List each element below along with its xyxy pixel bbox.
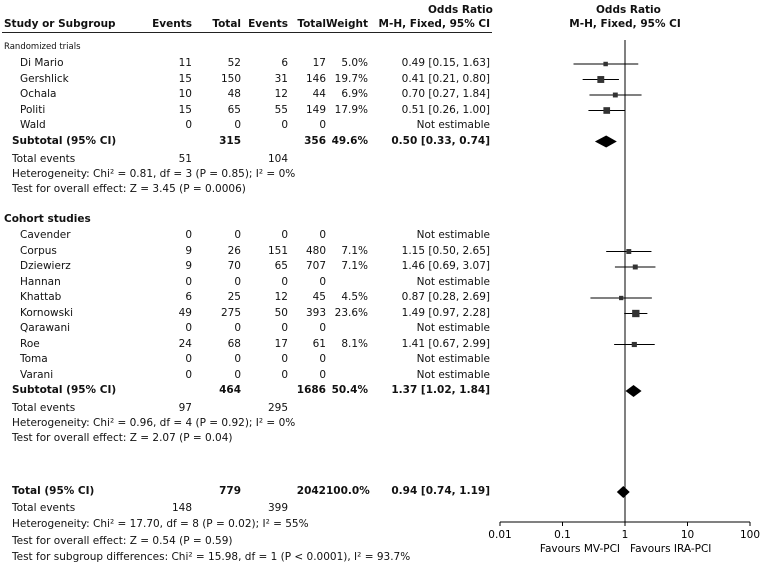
events-ira: 65 (274, 260, 288, 272)
study-name: Wald (20, 119, 46, 131)
x-tick-label: 1 (621, 529, 629, 541)
weight: 8.1% (341, 337, 368, 350)
odds-ratio-ci: 0.70 [0.27, 1.84] (401, 88, 490, 100)
point-estimate (633, 265, 638, 270)
weight: 7.1% (341, 244, 368, 257)
study-name: Gershlick (20, 72, 69, 85)
study-name: Hannan (20, 275, 61, 288)
total-mv: 0 (234, 353, 241, 365)
odds-ratio-ci: 1.41 [0.67, 2.99] (401, 337, 490, 350)
total-mv: 0 (234, 322, 241, 334)
events1-header: Events (152, 18, 192, 30)
odds-ratio-ci: 1.46 [0.69, 3.07] (401, 260, 490, 272)
total-mv: 65 (227, 103, 241, 116)
total-events-ira: 295 (267, 402, 288, 414)
grand-total-ci: 0.94 [0.74, 1.19] (391, 485, 490, 497)
subtotal-total-mv: 464 (219, 384, 241, 396)
events-mv: 0 (185, 229, 192, 241)
grand-total-mv: 779 (219, 485, 241, 497)
total-events-label: Total events (12, 402, 76, 414)
subtotal-label: Subtotal (95% CI) (12, 384, 117, 396)
total-mv: 150 (220, 72, 241, 85)
events-mv: 10 (178, 88, 192, 100)
odds-ratio-ci: Not estimable (416, 322, 490, 334)
odds-ratio-ci: 0.49 [0.15, 1.63] (401, 57, 490, 69)
total-ira: 480 (305, 244, 326, 257)
subtotal-diamond (626, 385, 642, 397)
total-ira: 393 (305, 306, 326, 319)
events-ira: 31 (274, 72, 288, 85)
odds-ratio-header: Odds Ratio (428, 4, 493, 16)
overall-effect: Test for overall effect: Z = 0.54 (P = 0.59) (12, 535, 233, 547)
total-mv: 0 (234, 119, 241, 131)
x-tick-label: 0.01 (488, 529, 512, 541)
favours-left-label: Favours MV-PCI (539, 543, 620, 555)
events-mv: 24 (178, 337, 192, 350)
total-mv: 70 (227, 260, 241, 272)
subtotal-total-ira: 356 (304, 134, 326, 147)
grand-total-weight: 100.0% (326, 485, 370, 497)
events-ira: 50 (274, 306, 288, 319)
total-ira: 0 (319, 368, 326, 381)
study-name: Kornowski (20, 306, 74, 319)
subtotal-ci: 1.37 [1.02, 1.84] (391, 384, 490, 396)
events-mv: 0 (185, 119, 192, 131)
subtotal-weight: 50.4% (331, 384, 368, 396)
study-name: Qarawani (20, 322, 71, 334)
total-mv: 52 (227, 57, 241, 69)
odds-ratio-ci: Not estimable (416, 229, 490, 241)
total-mv: 0 (234, 368, 241, 381)
events2-header: Events (248, 18, 288, 30)
point-estimate (597, 76, 604, 83)
point-estimate (632, 310, 639, 317)
point-estimate (603, 107, 610, 114)
subtotal-total-mv: 315 (219, 134, 241, 147)
events-mv: 11 (178, 57, 192, 69)
weight: 7.1% (341, 260, 368, 272)
total-mv: 25 (227, 291, 241, 303)
x-tick-label: 10 (680, 529, 695, 541)
odds-ratio-ci: 1.15 [0.50, 2.65] (401, 244, 490, 257)
events-ira: 0 (281, 322, 288, 334)
events-ira: 0 (281, 229, 288, 241)
subtotal-total-ira: 1686 (296, 384, 326, 396)
events-mv: 6 (185, 291, 192, 303)
study-name: Roe (20, 337, 40, 350)
events-mv: 15 (178, 103, 192, 116)
heterogeneity: Heterogeneity: Chi² = 0.96, df = 4 (P = 0.92); I² = 0% (12, 417, 296, 429)
study-name: Corpus (20, 244, 57, 257)
study-name: Toma (20, 353, 48, 365)
total-ira: 0 (319, 353, 326, 365)
weight-header: Weight (326, 18, 368, 30)
odds-ratio-ci: 0.87 [0.28, 2.69] (401, 291, 490, 303)
odds-ratio-ci: 0.51 [0.26, 1.00] (401, 103, 490, 116)
grand-events-ira: 399 (267, 502, 288, 514)
study-name: Varani (20, 368, 54, 381)
subgroup-title: Randomized trials (4, 42, 81, 52)
subgroup-title: Cohort studies (4, 213, 91, 225)
total-ira: 146 (305, 72, 326, 85)
subgroup-differences: Test for subgroup differences: Chi² = 15.98, df = 1 (P < 0.0001), I² = 93.7% (12, 551, 411, 563)
total2-header: Total (297, 18, 326, 30)
total-ira: 149 (305, 103, 326, 116)
subtotal-ci: 0.50 [0.33, 0.74] (391, 134, 490, 147)
odds-ratio-ci: 0.41 [0.21, 0.80] (401, 72, 490, 85)
point-estimate (603, 62, 607, 66)
total-ira: 61 (312, 337, 326, 350)
events-mv: 0 (185, 368, 192, 381)
odds-ratio-ci: Not estimable (416, 119, 490, 131)
point-estimate (626, 249, 631, 254)
weight: 23.6% (334, 306, 368, 319)
events-mv: 0 (185, 353, 192, 365)
total-mv: 275 (220, 306, 241, 319)
total1-header: Total (212, 18, 241, 30)
total-events-ira: 104 (267, 152, 288, 165)
point-estimate (613, 93, 618, 98)
events-ira: 0 (281, 368, 288, 381)
grand-events-mv: 148 (171, 502, 192, 514)
total-ira: 0 (319, 119, 326, 131)
total-ira: 44 (312, 88, 326, 100)
events-ira: 55 (274, 103, 288, 116)
overall-effect: Test for overall effect: Z = 2.07 (P = 0.04) (12, 432, 233, 444)
events-mv: 9 (185, 244, 192, 257)
study-name: Khattab (20, 291, 62, 303)
total-ira: 707 (305, 260, 326, 272)
odds-ratio-ci: Not estimable (416, 353, 490, 365)
events-mv: 0 (185, 322, 192, 334)
weight: 4.5% (341, 291, 368, 303)
favours-right-label: Favours IRA-PCI (630, 543, 712, 555)
events-mv: 0 (185, 275, 192, 288)
study-name: Cavender (20, 229, 71, 241)
total-label: Total (95% CI) (12, 485, 95, 497)
total-mv: 26 (227, 244, 241, 257)
point-estimate (619, 296, 623, 300)
total-diamond (617, 486, 630, 498)
weight: 17.9% (334, 103, 368, 116)
plot-method-header: M-H, Fixed, 95% CI (569, 18, 681, 30)
study-name: Dziewierz (20, 260, 71, 272)
events-ira: 6 (281, 57, 288, 69)
total-mv: 0 (234, 275, 241, 288)
weight: 5.0% (341, 57, 368, 69)
total-ira: 0 (319, 229, 326, 241)
total-ira: 17 (312, 57, 326, 69)
events-mv: 9 (185, 260, 192, 272)
events-ira: 0 (281, 275, 288, 288)
events-ira: 12 (274, 291, 288, 303)
odds-ratio-ci: Not estimable (416, 368, 490, 381)
overall-effect: Test for overall effect: Z = 3.45 (P = 0.0006) (12, 182, 246, 195)
x-tick-label: 100 (739, 529, 761, 541)
total-ira: 0 (319, 322, 326, 334)
total-events-label: Total events (12, 152, 76, 165)
heterogeneity: Heterogeneity: Chi² = 0.81, df = 3 (P = 0.85); I² = 0% (12, 167, 296, 180)
total-mv: 0 (234, 229, 241, 241)
plot-odds-ratio-header: Odds Ratio (596, 4, 661, 16)
study-name: Di Mario (20, 57, 64, 69)
events-ira: 12 (274, 88, 288, 100)
subtotal-weight: 49.6% (331, 134, 368, 147)
total-mv: 68 (227, 337, 241, 350)
method-header: M-H, Fixed, 95% CI (378, 18, 490, 30)
total-mv: 48 (227, 88, 241, 100)
total-events-mv: 97 (178, 402, 192, 414)
heterogeneity: Heterogeneity: Chi² = 17.70, df = 8 (P = 0.02); I² = 55% (12, 518, 309, 530)
events-ira: 0 (281, 353, 288, 365)
events-ira: 151 (267, 244, 288, 257)
total-ira: 0 (319, 275, 326, 288)
odds-ratio-ci: 1.49 [0.97, 2.28] (401, 306, 490, 319)
events-mv: 49 (178, 306, 192, 319)
events-ira: 0 (281, 119, 288, 131)
study-name: Politi (20, 103, 46, 116)
point-estimate (632, 342, 637, 347)
grand-total-ira: 2042 (296, 485, 326, 497)
total-events-mv: 51 (178, 152, 192, 165)
total-events-label: Total events (12, 502, 76, 514)
study-header: Study or Subgroup (4, 18, 116, 30)
weight: 6.9% (341, 88, 368, 100)
study-name: Ochala (20, 88, 57, 100)
subtotal-diamond (595, 136, 617, 148)
weight: 19.7% (334, 72, 368, 85)
events-mv: 15 (178, 72, 192, 85)
events-ira: 17 (274, 337, 288, 350)
odds-ratio-ci: Not estimable (416, 275, 490, 288)
subtotal-label: Subtotal (95% CI) (12, 134, 117, 147)
x-tick-label: 0.1 (554, 529, 571, 541)
total-ira: 45 (312, 291, 326, 303)
